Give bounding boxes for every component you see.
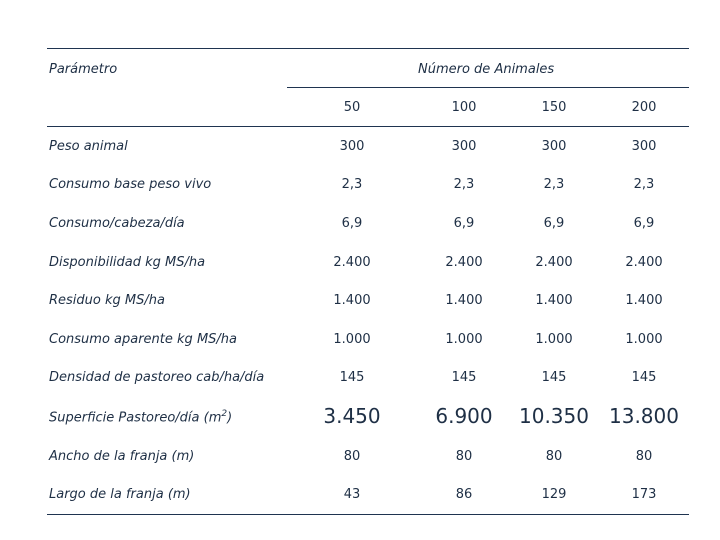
table-cell: 3.450 — [323, 404, 381, 428]
table-cell: 6,9 — [453, 216, 475, 231]
table-cell: 145 — [451, 370, 477, 385]
table-cell: 129 — [541, 487, 567, 502]
table-cell: 1.400 — [333, 293, 371, 308]
table-cell: 145 — [339, 370, 365, 385]
table-cell: 300 — [339, 139, 365, 154]
row-label: Consumo base peso vivo — [49, 177, 212, 192]
table-cell: 1.000 — [445, 332, 483, 347]
table-cell: 13.800 — [609, 404, 679, 428]
table-cell: 80 — [545, 449, 563, 464]
row-label: Consumo/cabeza/día — [49, 216, 185, 231]
table-cell: 300 — [631, 139, 657, 154]
table-cell: 1.000 — [625, 332, 663, 347]
table-cell: 2.400 — [333, 255, 371, 270]
column-header-150: 150 — [541, 100, 567, 115]
table-cell: 1.400 — [535, 293, 573, 308]
row-label: Residuo kg MS/ha — [49, 293, 165, 308]
table-cell: 80 — [635, 449, 653, 464]
row-label: Densidad de pastoreo cab/ha/día — [49, 370, 265, 385]
table-cell: 2.400 — [445, 255, 483, 270]
table-cell: 145 — [541, 370, 567, 385]
row-label: Ancho de la franja (m) — [49, 449, 195, 464]
row-label: Largo de la franja (m) — [49, 487, 191, 502]
table-cell: 6,9 — [341, 216, 363, 231]
table-cell: 10.350 — [519, 404, 589, 428]
table-cell: 1.000 — [333, 332, 371, 347]
row-label — [49, 409, 232, 425]
table-cell: 2.400 — [535, 255, 573, 270]
table-cell: 1.000 — [535, 332, 573, 347]
column-header-50: 50 — [343, 100, 361, 115]
table-cell: 2,3 — [453, 177, 475, 192]
table-cell: 6.900 — [435, 404, 493, 428]
table-cell: 300 — [451, 139, 477, 154]
table-cell: 145 — [631, 370, 657, 385]
row-label-tail: ) — [227, 410, 233, 426]
table-cell: 80 — [343, 449, 361, 464]
table-cell: 80 — [455, 449, 473, 464]
table-cell: 6,9 — [543, 216, 565, 231]
row-label: Consumo aparente kg MS/ha — [49, 332, 237, 347]
table-cell: 2.400 — [625, 255, 663, 270]
bottom-rule — [47, 514, 689, 515]
animals-group-header: Número de Animales — [418, 62, 555, 77]
table-cell: 86 — [455, 487, 473, 502]
column-header-200: 200 — [631, 100, 657, 115]
table-cell: 300 — [541, 139, 567, 154]
table-cell: 1.400 — [445, 293, 483, 308]
table-cell: 2,3 — [543, 177, 565, 192]
superscript: 2 — [221, 409, 228, 419]
param-header: Parámetro — [49, 62, 118, 77]
top-rule — [47, 48, 689, 49]
table-cell: 6,9 — [633, 216, 655, 231]
table-cell: 2,3 — [633, 177, 655, 192]
group-rule — [287, 87, 689, 88]
table-cell: 2,3 — [341, 177, 363, 192]
table-cell: 43 — [343, 487, 361, 502]
column-header-100: 100 — [451, 100, 477, 115]
row-label: Disponibilidad kg MS/ha — [49, 255, 206, 270]
table-cell: 173 — [631, 487, 657, 502]
row-label: Peso animal — [49, 139, 128, 154]
row-label-text: Superficie Pastoreo/día (m — [49, 410, 222, 426]
table-cell: 1.400 — [625, 293, 663, 308]
header-rule — [47, 126, 689, 127]
